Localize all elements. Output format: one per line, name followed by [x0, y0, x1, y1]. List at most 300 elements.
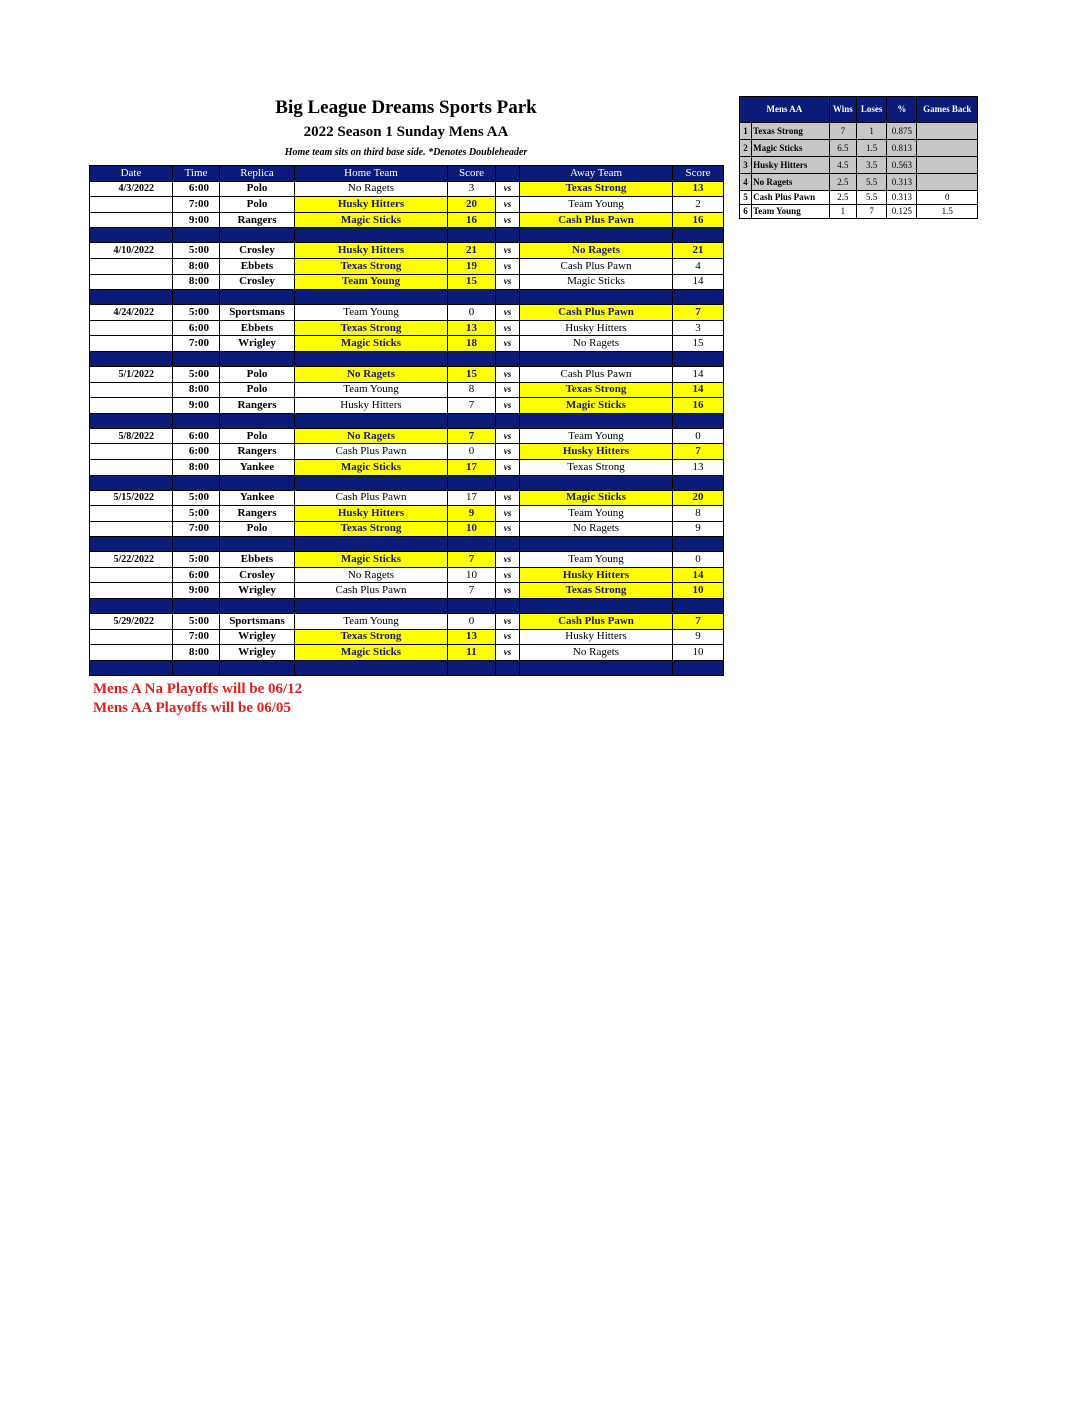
col-vs [496, 166, 520, 182]
separator-cell [173, 475, 220, 490]
separator-cell [520, 599, 673, 614]
separator-cell [220, 475, 295, 490]
game-date: 4/10/2022 [90, 243, 173, 259]
away-score: 9 [673, 521, 724, 537]
standings-body [740, 123, 978, 219]
standings-gb: 1.5 [917, 205, 978, 219]
away-score: 20 [673, 490, 724, 506]
separator-cell [448, 599, 496, 614]
standings-rank: 2 [740, 140, 752, 157]
home-team: Magic Sticks [295, 459, 448, 475]
game-date [90, 459, 173, 475]
separator-cell [673, 290, 724, 305]
away-score: 16 [673, 212, 724, 228]
separator-cell [90, 290, 173, 305]
away-team: No Ragets [520, 645, 673, 661]
away-team: Texas Strong [520, 583, 673, 599]
standings-row [740, 174, 978, 191]
standings-team: Husky Hitters [752, 157, 830, 174]
away-score: 16 [673, 398, 724, 414]
vs-label: vs [496, 366, 520, 382]
standings-loses: 5.5 [856, 174, 886, 191]
standings-col-division: Mens AA [740, 97, 830, 123]
standings-wins: 4.5 [829, 157, 856, 174]
home-team: Husky Hitters [295, 398, 448, 414]
home-score: 7 [448, 583, 496, 599]
separator-cell [496, 413, 520, 428]
separator-cell [220, 660, 295, 675]
standings-table [739, 96, 978, 219]
vs-label: vs [496, 459, 520, 475]
away-team: Magic Sticks [520, 274, 673, 290]
separator-cell [496, 599, 520, 614]
away-score: 14 [673, 274, 724, 290]
vs-label: vs [496, 567, 520, 583]
game-date [90, 212, 173, 228]
standings-wins: 7 [829, 123, 856, 140]
game-date [90, 629, 173, 645]
game-row [90, 490, 724, 506]
standings-gb: 0 [917, 191, 978, 205]
separator-cell [448, 290, 496, 305]
separator-cell [496, 290, 520, 305]
game-row [90, 243, 724, 259]
standings-team: Magic Sticks [752, 140, 830, 157]
home-team: No Ragets [295, 366, 448, 382]
game-row [90, 459, 724, 475]
game-time: 7:00 [173, 521, 220, 537]
home-score: 18 [448, 336, 496, 352]
game-time: 5:00 [173, 366, 220, 382]
separator-cell [520, 413, 673, 428]
game-field: Crosley [220, 274, 295, 290]
vs-label: vs [496, 382, 520, 398]
vs-label: vs [496, 398, 520, 414]
week-separator [90, 290, 724, 305]
col-date: Date [90, 166, 173, 182]
standings-loses: 7 [856, 205, 886, 219]
standings-pct: 0.563 [887, 157, 917, 174]
standings-wins: 2.5 [829, 174, 856, 191]
game-time: 9:00 [173, 212, 220, 228]
separator-cell [673, 413, 724, 428]
game-date: 5/29/2022 [90, 614, 173, 630]
standings-header-row [740, 97, 978, 123]
game-time: 6:00 [173, 181, 220, 197]
standings-col-wins: Wins [829, 97, 856, 123]
standings-wins: 6.5 [829, 140, 856, 157]
away-score: 0 [673, 552, 724, 568]
game-time: 6:00 [173, 320, 220, 336]
home-score: 7 [448, 398, 496, 414]
game-field: Crosley [220, 567, 295, 583]
col-away-team: Away Team [520, 166, 673, 182]
game-row [90, 444, 724, 460]
game-row [90, 274, 724, 290]
home-team: Magic Sticks [295, 552, 448, 568]
game-field: Polo [220, 521, 295, 537]
standings-gb [917, 123, 978, 140]
standings-team: No Ragets [752, 174, 830, 191]
standings-rank: 4 [740, 174, 752, 191]
vs-label: vs [496, 614, 520, 630]
away-team: Cash Plus Pawn [520, 614, 673, 630]
game-time: 5:00 [173, 243, 220, 259]
standings-row [740, 191, 978, 205]
game-time: 9:00 [173, 583, 220, 599]
home-team: Magic Sticks [295, 645, 448, 661]
separator-cell [520, 475, 673, 490]
home-score: 17 [448, 459, 496, 475]
away-team: No Ragets [520, 336, 673, 352]
game-field: Ebbets [220, 552, 295, 568]
game-time: 5:00 [173, 490, 220, 506]
game-field: Ebbets [220, 320, 295, 336]
game-row [90, 521, 724, 537]
vs-label: vs [496, 274, 520, 290]
game-date [90, 444, 173, 460]
game-time: 8:00 [173, 459, 220, 475]
game-row [90, 428, 724, 444]
col-time: Time [173, 166, 220, 182]
game-time: 6:00 [173, 567, 220, 583]
separator-cell [173, 660, 220, 675]
separator-cell [496, 660, 520, 675]
game-row [90, 305, 724, 321]
week-separator [90, 660, 724, 675]
away-team: Husky Hitters [520, 444, 673, 460]
separator-cell [220, 228, 295, 243]
standings-pct: 0.313 [887, 174, 917, 191]
schedule-body [90, 181, 724, 675]
away-score: 3 [673, 320, 724, 336]
game-field: Polo [220, 382, 295, 398]
game-field: Polo [220, 181, 295, 197]
home-score: 0 [448, 614, 496, 630]
standings-wins: 1 [829, 205, 856, 219]
home-score: 11 [448, 645, 496, 661]
away-team: Cash Plus Pawn [520, 212, 673, 228]
game-row [90, 506, 724, 522]
home-team: No Ragets [295, 181, 448, 197]
away-score: 9 [673, 629, 724, 645]
away-team: Husky Hitters [520, 567, 673, 583]
separator-cell [90, 537, 173, 552]
home-score: 17 [448, 490, 496, 506]
away-team: Team Young [520, 428, 673, 444]
playoff-note-aa: Mens AA Playoffs will be 06/05 [93, 700, 291, 716]
game-field: Polo [220, 428, 295, 444]
separator-cell [496, 228, 520, 243]
standings-rank: 1 [740, 123, 752, 140]
home-score: 19 [448, 258, 496, 274]
game-time: 7:00 [173, 336, 220, 352]
separator-cell [173, 599, 220, 614]
game-row [90, 197, 724, 213]
game-time: 7:00 [173, 197, 220, 213]
schedule-note: Home team sits on third base side. *Denotes Doubleheader [284, 147, 528, 158]
away-score: 8 [673, 506, 724, 522]
separator-cell [496, 351, 520, 366]
game-field: Yankee [220, 490, 295, 506]
game-row [90, 614, 724, 630]
game-date: 4/3/2022 [90, 181, 173, 197]
separator-cell [173, 413, 220, 428]
week-separator [90, 537, 724, 552]
game-date [90, 567, 173, 583]
game-field: Yankee [220, 459, 295, 475]
away-score: 4 [673, 258, 724, 274]
separator-cell [295, 290, 448, 305]
game-field: Wrigley [220, 629, 295, 645]
game-date [90, 197, 173, 213]
separator-cell [448, 228, 496, 243]
game-date: 4/24/2022 [90, 305, 173, 321]
separator-cell [295, 660, 448, 675]
page-title: Big League Dreams Sports Park [275, 97, 537, 118]
col-home-score: Score [448, 166, 496, 182]
standings-row [740, 123, 978, 140]
away-team: Cash Plus Pawn [520, 305, 673, 321]
standings-rank: 3 [740, 157, 752, 174]
standings-col-loses: Loses [856, 97, 886, 123]
week-separator [90, 413, 724, 428]
home-team: Team Young [295, 614, 448, 630]
vs-label: vs [496, 444, 520, 460]
separator-cell [220, 351, 295, 366]
separator-cell [673, 351, 724, 366]
home-score: 3 [448, 181, 496, 197]
game-time: 5:00 [173, 552, 220, 568]
home-score: 0 [448, 305, 496, 321]
separator-cell [448, 475, 496, 490]
game-time: 5:00 [173, 506, 220, 522]
game-time: 9:00 [173, 398, 220, 414]
game-row [90, 181, 724, 197]
game-time: 7:00 [173, 629, 220, 645]
home-team: Texas Strong [295, 521, 448, 537]
home-score: 10 [448, 567, 496, 583]
separator-cell [448, 351, 496, 366]
home-score: 7 [448, 552, 496, 568]
away-team: Team Young [520, 197, 673, 213]
game-time: 5:00 [173, 305, 220, 321]
game-time: 5:00 [173, 614, 220, 630]
home-score: 15 [448, 366, 496, 382]
game-field: Rangers [220, 212, 295, 228]
separator-cell [220, 537, 295, 552]
standings-loses: 1.5 [856, 140, 886, 157]
game-row [90, 645, 724, 661]
home-team: Team Young [295, 382, 448, 398]
home-score: 20 [448, 197, 496, 213]
separator-cell [448, 537, 496, 552]
standings-pct: 0.125 [887, 205, 917, 219]
separator-cell [90, 660, 173, 675]
separator-cell [90, 475, 173, 490]
game-row [90, 366, 724, 382]
week-separator [90, 599, 724, 614]
game-date [90, 258, 173, 274]
home-team: No Ragets [295, 567, 448, 583]
standings-col-games-back: Games Back [917, 97, 978, 123]
game-time: 6:00 [173, 428, 220, 444]
game-date [90, 521, 173, 537]
standings-row [740, 140, 978, 157]
playoff-note-a: Mens A Na Playoffs will be 06/12 [93, 681, 303, 697]
separator-cell [295, 599, 448, 614]
home-team: No Ragets [295, 428, 448, 444]
separator-cell [496, 475, 520, 490]
home-team: Team Young [295, 274, 448, 290]
standings-loses: 3.5 [856, 157, 886, 174]
standings-gb [917, 157, 978, 174]
separator-cell [220, 290, 295, 305]
schedule-header-row [90, 166, 724, 182]
game-row [90, 320, 724, 336]
away-score: 13 [673, 459, 724, 475]
away-score: 14 [673, 382, 724, 398]
separator-cell [90, 599, 173, 614]
home-score: 7 [448, 428, 496, 444]
home-score: 16 [448, 212, 496, 228]
away-team: Texas Strong [520, 382, 673, 398]
home-team: Texas Strong [295, 629, 448, 645]
home-team: Husky Hitters [295, 506, 448, 522]
vs-label: vs [496, 506, 520, 522]
home-score: 9 [448, 506, 496, 522]
away-score: 14 [673, 366, 724, 382]
vs-label: vs [496, 645, 520, 661]
separator-cell [673, 537, 724, 552]
game-time: 8:00 [173, 258, 220, 274]
away-score: 13 [673, 181, 724, 197]
separator-cell [220, 413, 295, 428]
separator-cell [448, 413, 496, 428]
game-field: Polo [220, 366, 295, 382]
away-team: Magic Sticks [520, 398, 673, 414]
game-field: Wrigley [220, 336, 295, 352]
away-score: 10 [673, 645, 724, 661]
standings-wins: 2.5 [829, 191, 856, 205]
separator-cell [673, 660, 724, 675]
home-team: Cash Plus Pawn [295, 490, 448, 506]
away-score: 7 [673, 305, 724, 321]
standings-team: Team Young [752, 205, 830, 219]
game-field: Sportsmans [220, 614, 295, 630]
home-score: 0 [448, 444, 496, 460]
away-score: 0 [673, 428, 724, 444]
away-team: Cash Plus Pawn [520, 366, 673, 382]
separator-cell [173, 290, 220, 305]
home-team: Cash Plus Pawn [295, 444, 448, 460]
separator-cell [673, 475, 724, 490]
home-score: 13 [448, 320, 496, 336]
game-field: Crosley [220, 243, 295, 259]
home-team: Texas Strong [295, 320, 448, 336]
game-date [90, 645, 173, 661]
home-score: 8 [448, 382, 496, 398]
week-separator [90, 475, 724, 490]
separator-cell [295, 475, 448, 490]
game-date: 5/22/2022 [90, 552, 173, 568]
standings-pct: 0.313 [887, 191, 917, 205]
separator-cell [520, 537, 673, 552]
away-team: Team Young [520, 506, 673, 522]
away-team: Team Young [520, 552, 673, 568]
game-date [90, 583, 173, 599]
game-row [90, 258, 724, 274]
away-team: Magic Sticks [520, 490, 673, 506]
away-team: Husky Hitters [520, 629, 673, 645]
home-score: 13 [448, 629, 496, 645]
vs-label: vs [496, 320, 520, 336]
vs-label: vs [496, 490, 520, 506]
vs-label: vs [496, 552, 520, 568]
standings-gb [917, 174, 978, 191]
away-team: No Ragets [520, 243, 673, 259]
away-score: 21 [673, 243, 724, 259]
game-field: Wrigley [220, 645, 295, 661]
standings-team: Cash Plus Pawn [752, 191, 830, 205]
game-row [90, 212, 724, 228]
home-team: Team Young [295, 305, 448, 321]
game-field: Rangers [220, 398, 295, 414]
home-team: Magic Sticks [295, 212, 448, 228]
standings-team: Texas Strong [752, 123, 830, 140]
game-field: Rangers [220, 506, 295, 522]
vs-label: vs [496, 336, 520, 352]
vs-label: vs [496, 629, 520, 645]
game-date: 5/1/2022 [90, 366, 173, 382]
week-separator [90, 228, 724, 243]
game-field: Ebbets [220, 258, 295, 274]
game-date [90, 506, 173, 522]
standings-pct: 0.813 [887, 140, 917, 157]
game-time: 8:00 [173, 382, 220, 398]
separator-cell [673, 599, 724, 614]
separator-cell [220, 599, 295, 614]
vs-label: vs [496, 305, 520, 321]
week-separator [90, 351, 724, 366]
col-away-score: Score [673, 166, 724, 182]
standings-row [740, 205, 978, 219]
separator-cell [295, 228, 448, 243]
game-time: 8:00 [173, 274, 220, 290]
game-date [90, 274, 173, 290]
separator-cell [295, 351, 448, 366]
game-time: 6:00 [173, 444, 220, 460]
home-team: Husky Hitters [295, 243, 448, 259]
col-home-team: Home Team [295, 166, 448, 182]
standings-rank: 6 [740, 205, 752, 219]
standings-row [740, 157, 978, 174]
vs-label: vs [496, 258, 520, 274]
separator-cell [520, 660, 673, 675]
separator-cell [90, 413, 173, 428]
away-team: No Ragets [520, 521, 673, 537]
home-team: Magic Sticks [295, 336, 448, 352]
game-date [90, 382, 173, 398]
vs-label: vs [496, 212, 520, 228]
schedule-table [89, 165, 724, 676]
home-score: 10 [448, 521, 496, 537]
away-team: Husky Hitters [520, 320, 673, 336]
game-time: 8:00 [173, 645, 220, 661]
separator-cell [90, 228, 173, 243]
away-team: Texas Strong [520, 181, 673, 197]
vs-label: vs [496, 197, 520, 213]
